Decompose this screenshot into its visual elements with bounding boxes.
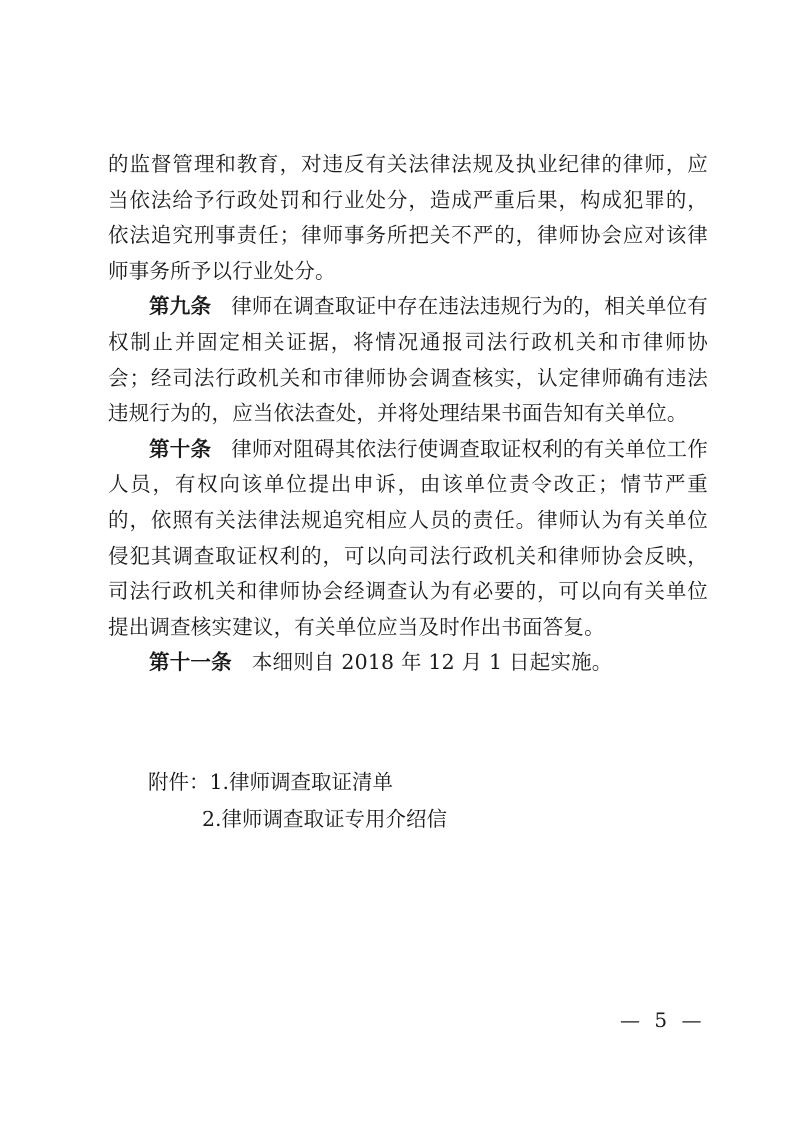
- article-10-text: 律师对阻碍其依法行使调查取证权利的有关单位工作人员，有权向该单位提出申诉，由该单位责令改正；情节严重的，依照有关法律法规追究相应人员的责任。律师认为有关单位侵犯其调查取证权利的，可以向司法行政机关和律师协会反映，司法行政机关和律师协会经调查认为有必要的，可以向有关单位提出调查核实建议，有关单位应当及时作出书面答复。: [108, 436, 708, 639]
- article-10-label: 第十条: [149, 436, 212, 461]
- article-9: [108, 289, 708, 431]
- article-11: [108, 645, 708, 681]
- attachment-row-2: [148, 801, 447, 838]
- document-body: [108, 147, 708, 681]
- page-number: — 5 —: [620, 1008, 706, 1032]
- article-10: [108, 432, 708, 646]
- article-9-text: 律师在调查取证中存在违法违规行为的，相关单位有权制止并固定相关证据，将情况通报司法行政机关和市律师协会；经司法行政机关和市律师协会调查核实，认定律师确有违法违规行为的，应当依法查处，并将处理结果书面告知有关单位。: [108, 294, 708, 426]
- continuation-paragraph: 的监督管理和教育，对违反有关法律法规及执业纪律的律师，应当依法给予行政处罚和行业处分，造成严重后果，构成犯罪的，依法追究刑事责任；律师事务所把关不严的，律师协会应对该律师事务所予以行业处分。: [108, 152, 708, 283]
- article-9-label: 第九条: [149, 294, 212, 319]
- article-11-label: 第十一条: [149, 650, 232, 675]
- attachment-item: 1.律师调查取证清单: [209, 770, 394, 794]
- article-11-text: 本细则自 2018 年 12 月 1 日起实施。: [251, 650, 613, 675]
- attachment-row-1: [148, 764, 447, 801]
- attachment-item: 2.律师调查取证专用介绍信: [202, 807, 448, 831]
- attachments-label: 附件：: [148, 770, 210, 794]
- attachments-block: [148, 764, 447, 838]
